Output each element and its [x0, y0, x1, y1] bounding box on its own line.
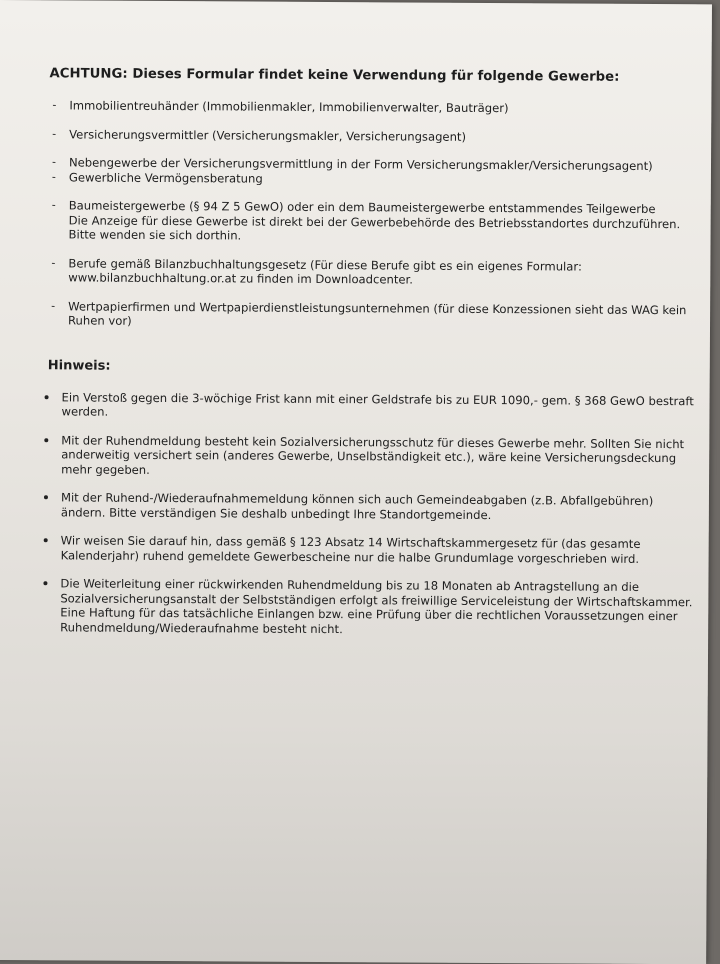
exclusion-item: - Wertpapierfirmen und Wertpapierdienstleistungsunternehmen (für diese Konzessionen sieht das WAG kein Ruhen vor)	[51, 298, 687, 328]
dash-bullet: -	[51, 298, 56, 312]
warning-heading-text: Dieses Formular findet keine Verwendung für folgende Gewerbe:	[132, 66, 620, 85]
exclusion-item: - Versicherungsvermittler (Versicherungsmakler, Versicherungsagent)	[52, 126, 467, 144]
dot-bullet	[44, 538, 48, 542]
dash-bullet: -	[51, 155, 57, 169]
dash-bullet: -	[52, 98, 57, 112]
dash-bullet: -	[51, 169, 56, 183]
exclusion-item: - Baumeistergewerbe (§ 94 Z 5 GewO) oder ein dem Baumeistergewerbe entstammendes Teilgewerbe Die Anzeige für diese Gewerbe ist direkt bei der Gewerbebehörde des Betriebsstandortes durchzuführen. Bitte wenden sie sich dorthin.	[51, 198, 681, 243]
dot-bullet	[43, 581, 47, 585]
dot-bullet	[44, 438, 48, 442]
warning-heading-prefix: ACHTUNG:	[49, 66, 128, 82]
hint-item: Mit der Ruhendmeldung besteht kein Sozialversicherungsschutz für dieses Gewerbe mehr. Sollten Sie nicht anderweitig versichert sein (anderes Gewerbe, Unselbständigkeit etc.), wäre keine Versicherungsdeckung mehr gegeben.	[47, 433, 697, 480]
exclusion-item: - Nebengewerbe der Versicherungsvermittlung in der Form Versicherungsmakler/Versicherungsagent)	[51, 155, 653, 173]
hint-item: Wir weisen Sie darauf hin, dass gemäß § 123 Absatz 14 Wirtschaftskammergesetz für (das gesamte Kalenderjahr) ruhend gemeldete Gewerbescheine nur die halbe Grundumlage vorgeschrieben wird.	[47, 533, 697, 566]
hint-item: Die Weiterleitung einer rückwirkenden Ruhendmeldung bis zu 18 Monaten ab Antragstellung an die Sozialversicherungsanstalt der Selbstständigen erfolgt als freiwillige Serviceleistung der Wirtschaftskammer. Eine Haftung für das tatsächliche Einlangen bzw. eine Prüfung über die rechtlichen Voraussetzungen einer Ruhendmeldung/Wiederaufnahme besteht nicht.	[46, 576, 696, 638]
hint-heading: Hinweis:	[47, 357, 111, 374]
dash-bullet: -	[51, 198, 56, 212]
dot-bullet	[44, 495, 48, 499]
hint-item: Ein Verstoß gegen die 3-wöchige Frist kann mit einer Geldstrafe bis zu EUR 1090,- gem. § 368 GewO bestraft werden.	[47, 390, 697, 423]
dash-bullet: -	[52, 126, 57, 140]
document-content	[46, 66, 699, 638]
exclusion-item: - Gewerbliche Vermögensberatung	[51, 169, 263, 186]
dash-bullet: -	[51, 255, 56, 269]
exclusion-item: - Immobilientreuhänder (Immobilienmakler, Immobilienverwalter, Bauträger)	[52, 98, 509, 116]
dot-bullet	[45, 395, 49, 399]
hint-list	[46, 390, 697, 638]
exclusion-item: - Berufe gemäß Bilanzbuchhaltungsgesetz (Für diese Berufe gibt es ein eigenes Formular: www.bilanzbuchhaltung.or.at zu finden im Downloadcenter.	[51, 255, 582, 287]
exclusion-list	[48, 98, 699, 331]
hint-item: Mit der Ruhend-/Wiederaufnahmemeldung können sich auch Gemeindeabgaben (z.B. Abfallgebühren) ändern. Bitte verständigen Sie deshalb unbedingt Ihre Standortgemeinde.	[47, 490, 697, 523]
warning-heading	[49, 66, 699, 86]
